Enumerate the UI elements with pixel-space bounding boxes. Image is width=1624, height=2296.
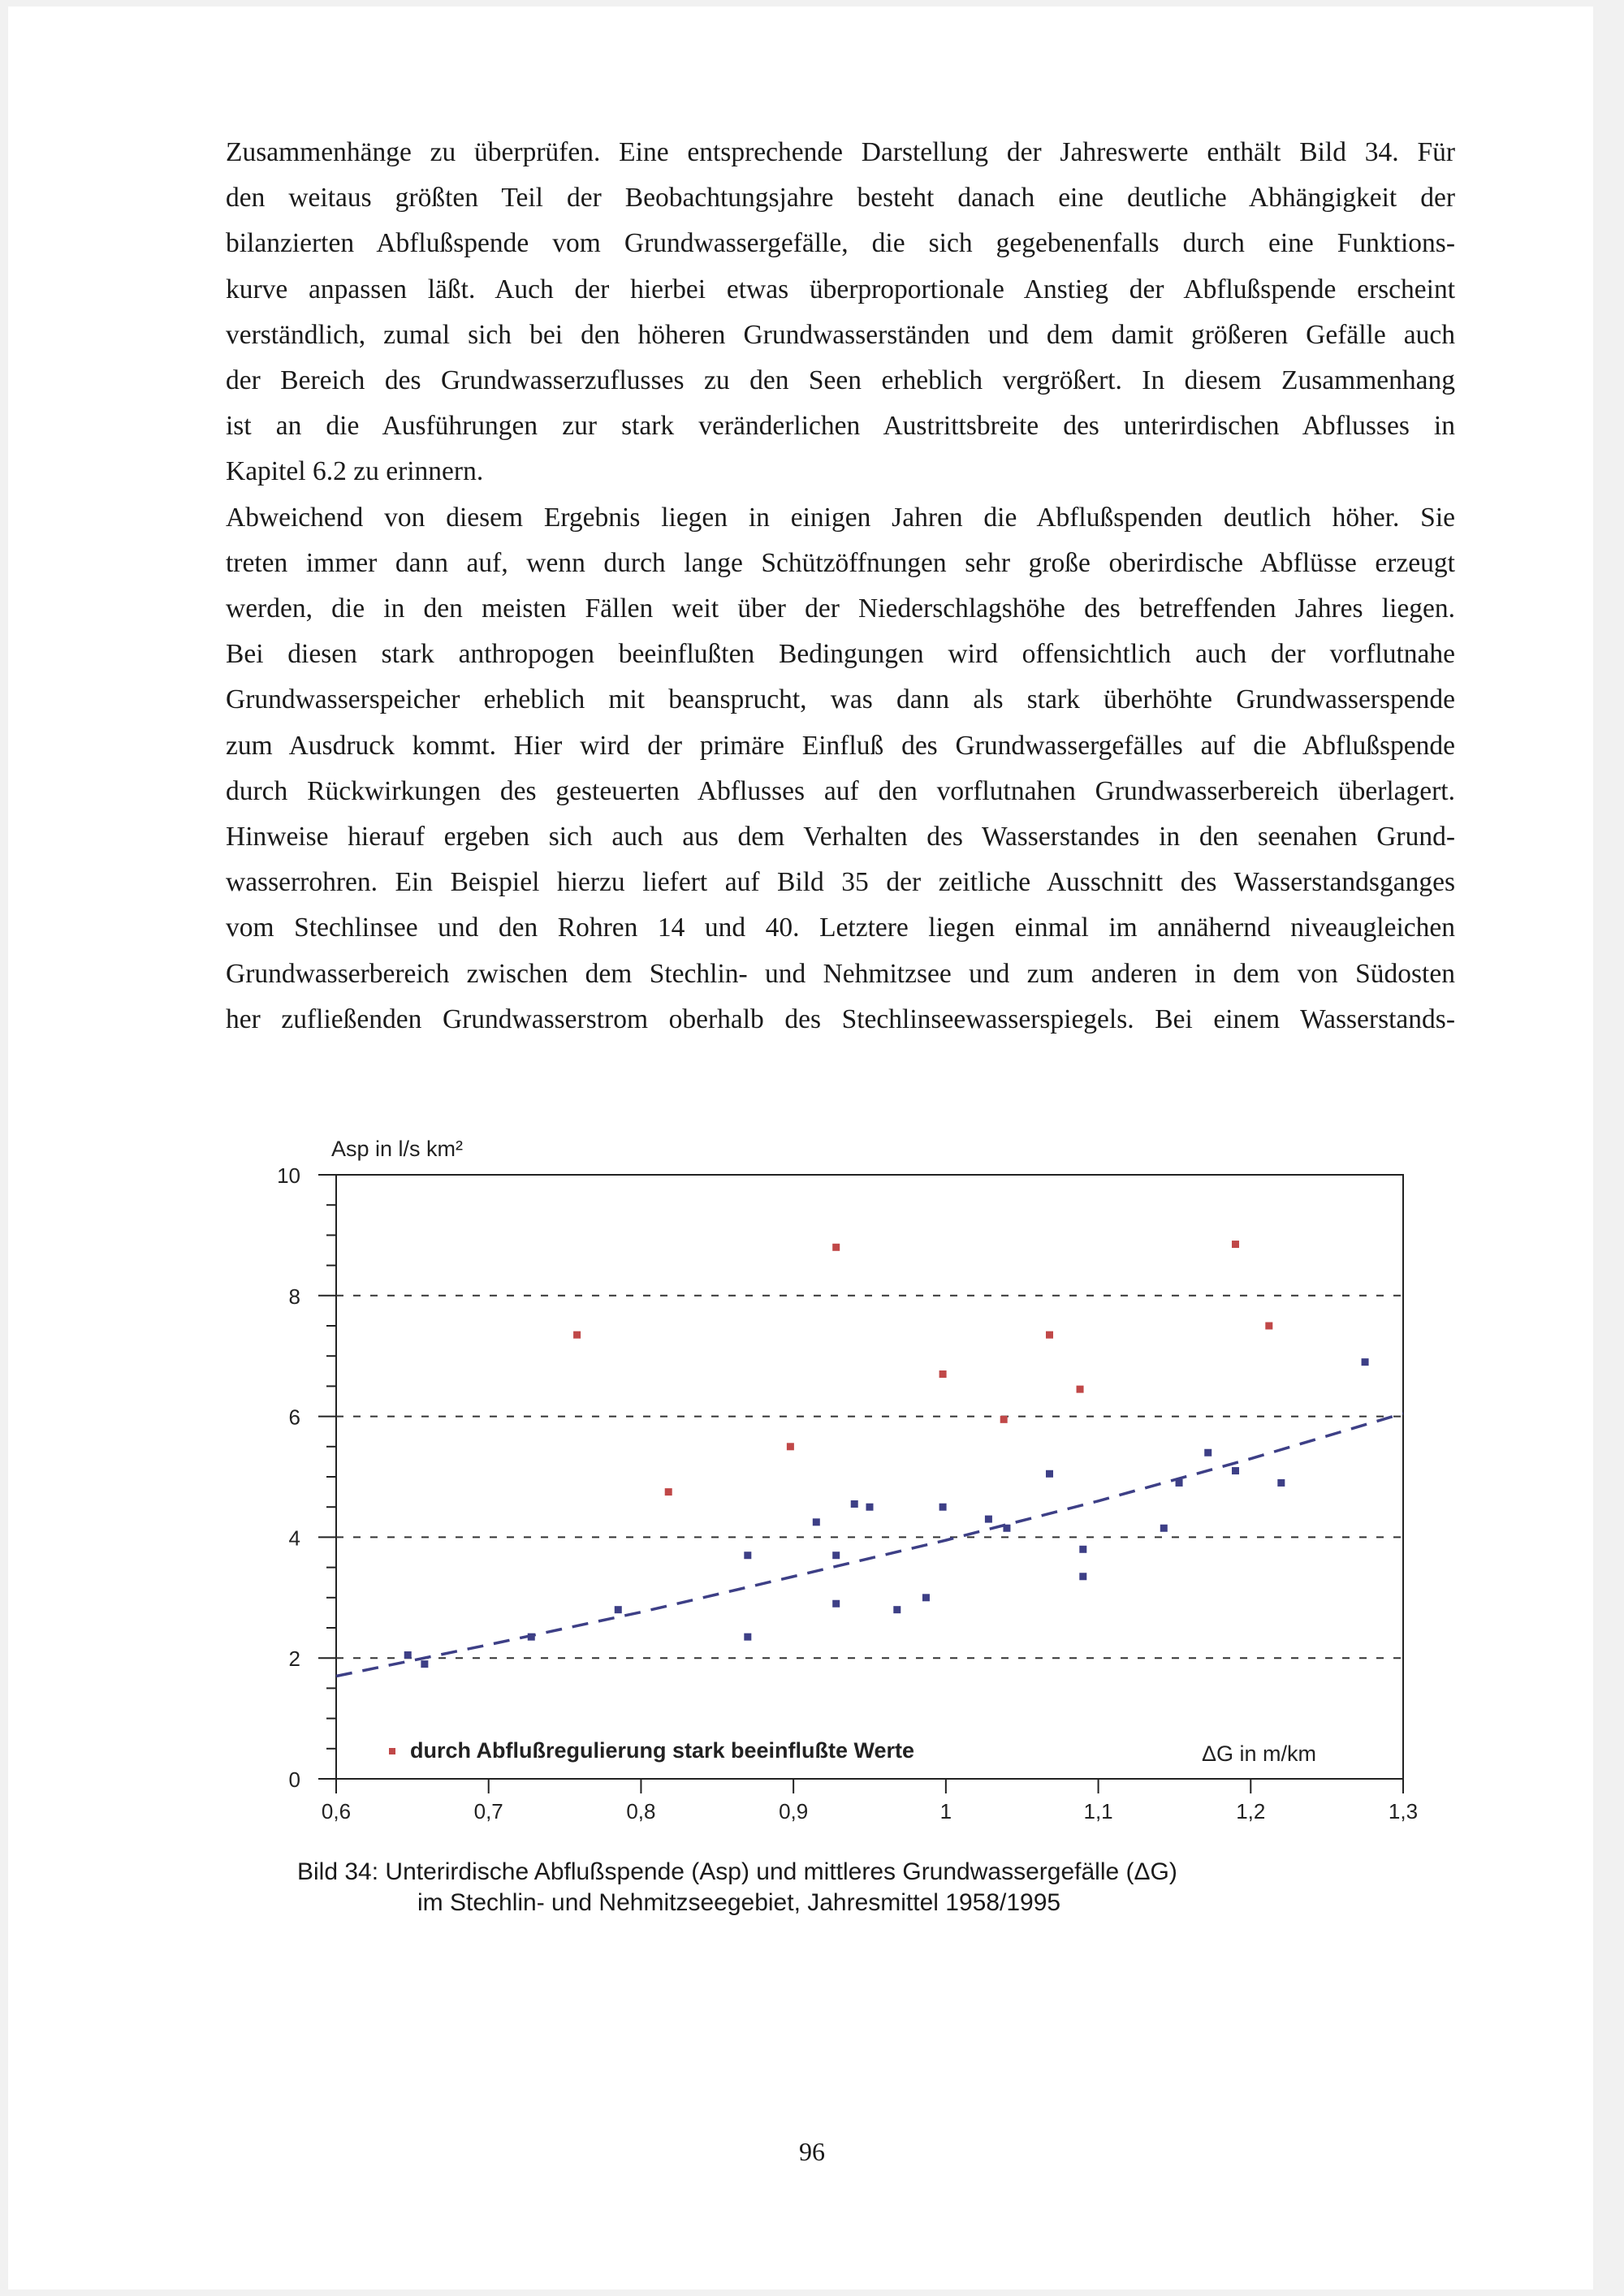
figure-caption (297, 1857, 1434, 1918)
x-tick-label: 1,1 (1083, 1799, 1113, 1823)
x-tick-label: 1 (939, 1799, 952, 1823)
y-tick-label: 10 (277, 1163, 300, 1188)
text-line: werden, die in den meisten Fällen weit über der Niederschlagshöhe des betreffenden Jahres liegen. (226, 593, 1455, 624)
x-tick-label: 0,7 (473, 1799, 503, 1823)
y-axis-label: Asp in l/s km² (331, 1137, 464, 1161)
caption-line-1: Bild 34: Unterirdische Abflußspende (Asp) und mittleres Grundwassergefälle (ΔG) (297, 1858, 1177, 1885)
text-line: vom Stechlinsee und den Rohren 14 und 40. Letztere liegen einmal im annähernd niveaugleichen (226, 913, 1455, 943)
legend-label: durch Abflußregulierung stark beeinflußte Werte (410, 1738, 915, 1763)
x-tick-label: 0,6 (321, 1799, 352, 1823)
x-tick-label: 1,3 (1388, 1799, 1419, 1823)
text-line: Hinweise hierauf ergeben sich auch aus dem Verhalten des Wasserstandes in den seenahen Grund- (226, 822, 1455, 852)
x-tick-label: 1,2 (1236, 1799, 1266, 1823)
text-line: den weitaus größten Teil der Beobachtungsjahre besteht danach eine deutliche Abhängigkeit der (226, 183, 1455, 214)
text-line: kurve anpassen läßt. Auch der hierbei etwas überproportionale Anstieg der Abflußspende erscheint (226, 274, 1455, 304)
text-line: Abweichend von diesem Ergebnis liegen in einigen Jahren die Abflußspenden deutlich höher. Sie (226, 502, 1455, 533)
text-line: durch Rückwirkungen des gesteuerten Abflusses auf den vorflutnahen Grundwasserbereich überlagert. (226, 775, 1455, 806)
text-line: wasserrohren. Ein Beispiel hierzu liefert auf Bild 35 der zeitliche Ausschnitt des Wasserstandsganges (226, 867, 1455, 898)
x-axis-label: ΔG in m/km (1202, 1741, 1317, 1766)
text-line: bilanzierten Abflußspende vom Grundwassergefälle, die sich gegebenenfalls durch eine Funktions- (226, 228, 1455, 259)
y-tick-label: 2 (288, 1646, 300, 1672)
text-line: treten immer dann auf, wenn durch lange Schützöffnungen sehr große oberirdische Abflüsse erzeugt (226, 547, 1455, 578)
text-line: ist an die Ausführungen zur stark veränderlichen Austrittsbreite des unterirdischen Abflusses in (226, 411, 1455, 442)
y-tick-label: 4 (288, 1526, 300, 1551)
text-line: Grundwasserbereich zwischen dem Stechlin- und Nehmitzsee und zum anderen in dem von Südosten (226, 958, 1455, 989)
x-tick-label: 0,8 (626, 1799, 656, 1823)
caption-line-2: im Stechlin- und Nehmitzseegebiet, Jahresmittel 1958/1995 (417, 1889, 1061, 1916)
text-line: Grundwasserspeicher erheblich mit beansprucht, was dann als stark überhöhte Grundwasserspende (226, 684, 1455, 715)
text-line: Zusammenhänge zu überprüfen. Eine entsprechende Darstellung der Jahreswerte enthält Bild 34. Für (226, 137, 1455, 167)
page-number: 96 (799, 2137, 825, 2166)
y-tick-label: 0 (288, 1767, 300, 1792)
x-tick-label: 0,9 (779, 1799, 809, 1823)
text-line: Kapitel 6.2 zu erinnern. (226, 456, 484, 487)
text-line: der Bereich des Grundwasserzuflusses zu den Seen erheblich vergrößert. In diesem Zusammenhang (226, 365, 1455, 396)
text-line: her zufließenden Grundwasserstrom oberhalb des Stechlinseewasserspiegels. Bei einem Wasserstands- (226, 1003, 1455, 1034)
text-line: verständlich, zumal sich bei den höheren Grundwasserständen und dem damit größeren Gefälle auch (226, 319, 1455, 350)
body-text (226, 130, 1455, 1042)
y-tick-label: 8 (288, 1284, 300, 1309)
text-line: Bei diesen stark anthropogen beeinflußten Bedingungen wird offensichtlich auch der vorflutnahe (226, 639, 1455, 670)
text-line: zum Ausdruck kommt. Hier wird der primäre Einfluß des Grundwassergefälles auf die Abflußspende (226, 730, 1455, 761)
y-tick-label: 6 (288, 1405, 300, 1430)
